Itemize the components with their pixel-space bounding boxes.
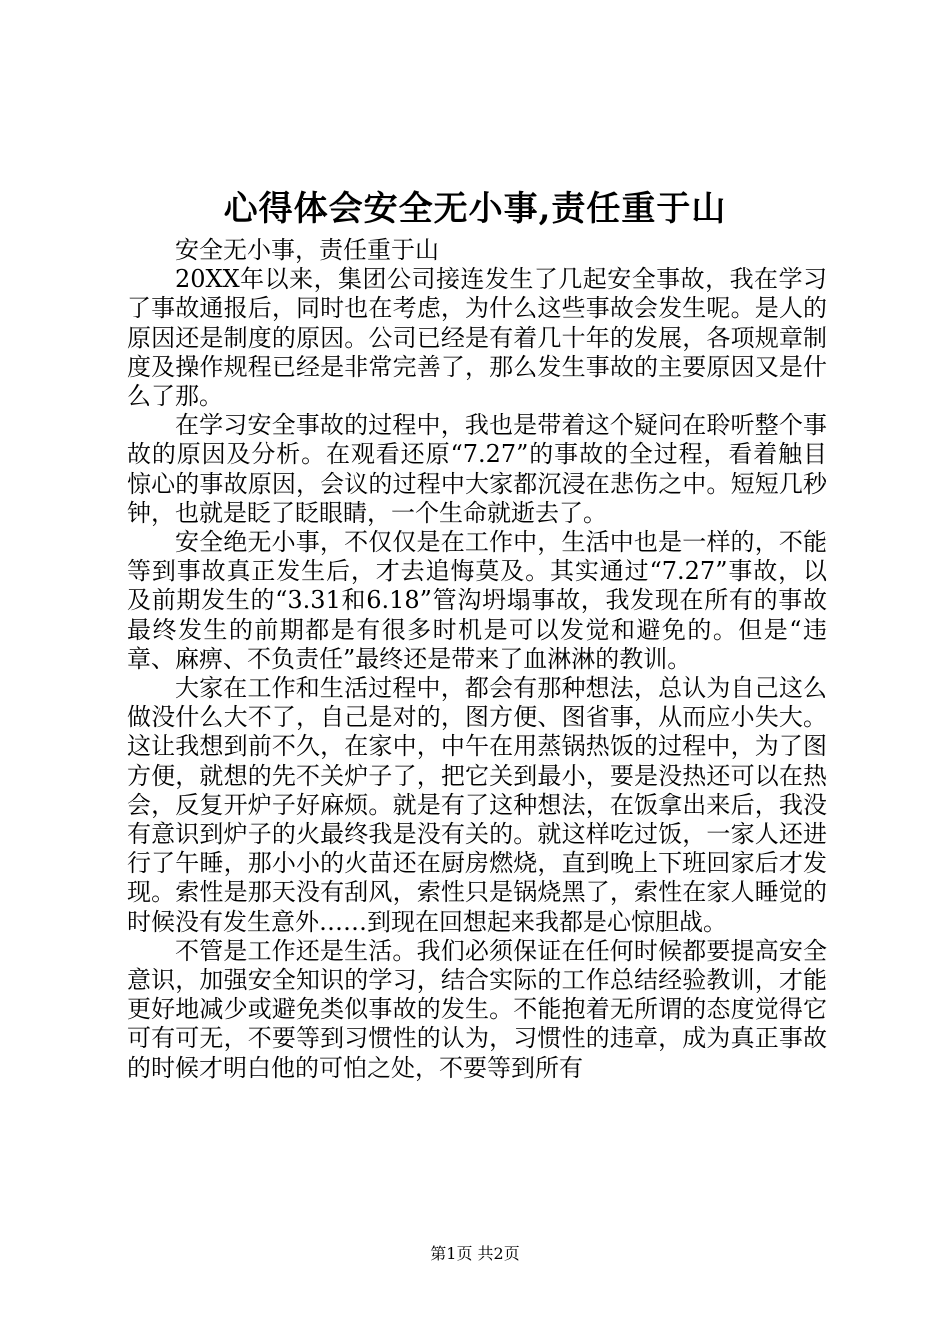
document-body [127, 236, 827, 1083]
paragraph: 安全绝无小事，不仅仅是在工作中，生活中也是一样的，不能等到事故真正发生后，才去追悔莫及。其实通过“7.27”事故，以及前期发生的“3.31和6.18”管沟坍塌事故，我发现在所有的事故最终发生的前期都是有很多时机是可以发觉和避免的。但是“违章、麻痹、不负责任”最终还是带来了血淋淋的教训。 [127, 528, 827, 673]
paragraph: 大家在工作和生活过程中，都会有那种想法，总认为自己这么做没什么大不了，自己是对的，图方便、图省事，从而应小失大。这让我想到前不久，在家中，中午在用蒸锅热饭的过程中，为了图方便，就想的先不关炉子了，把它关到最小，要是没热还可以在热会，反复开炉子好麻烦。就是有了这种想法，在饭拿出来后，我没有意识到炉子的火最终我是没有关的。就这样吃过饭，一家人还进行了午睡，那小小的火苗还在厨房燃烧，直到晚上下班回家后才发现。索性是那天没有刮风，索性只是锅烧黑了，索性在家人睡觉的时候没有发生意外……到现在回想起来我都是心惊胆战。 [127, 674, 827, 936]
page-number-footer: 第1页 共2页 [430, 1244, 520, 1263]
document-title: 心得体会安全无小事,责任重于山 [223, 189, 727, 229]
paragraph-subtitle: 安全无小事，责任重于山 [175, 236, 439, 264]
paragraph: 不管是工作还是生活。我们必须保证在任何时候都要提高安全意识，加强安全知识的学习，结合实际的工作总结经验教训，才能更好地减少或避免类似事故的发生。不能抱着无所谓的态度觉得它可有可无，不要等到习惯性的认为，习惯性的违章，成为真正事故的时候才明白他的可怕之处，不要等到所有 [127, 936, 827, 1082]
paragraph: 20XX年以来，集团公司接连发生了几起安全事故，我在学习了事故通报后，同时也在考虑，为什么这些事故会发生呢。是人的原因还是制度的原因。公司已经是有着几十年的发展，各项规章制度及操作规程已经是非常完善了，那么发生事故的主要原因又是什么了那。 [127, 265, 827, 411]
paragraph: 在学习安全事故的过程中，我也是带着这个疑问在聆听整个事故的原因及分析。在观看还原“7.27”的事故的全过程，看着触目惊心的事故原因，会议的过程中大家都沉浸在悲伤之中。短短几秒钟，也就是眨了眨眼睛，一个生命就逝去了。 [127, 411, 827, 527]
